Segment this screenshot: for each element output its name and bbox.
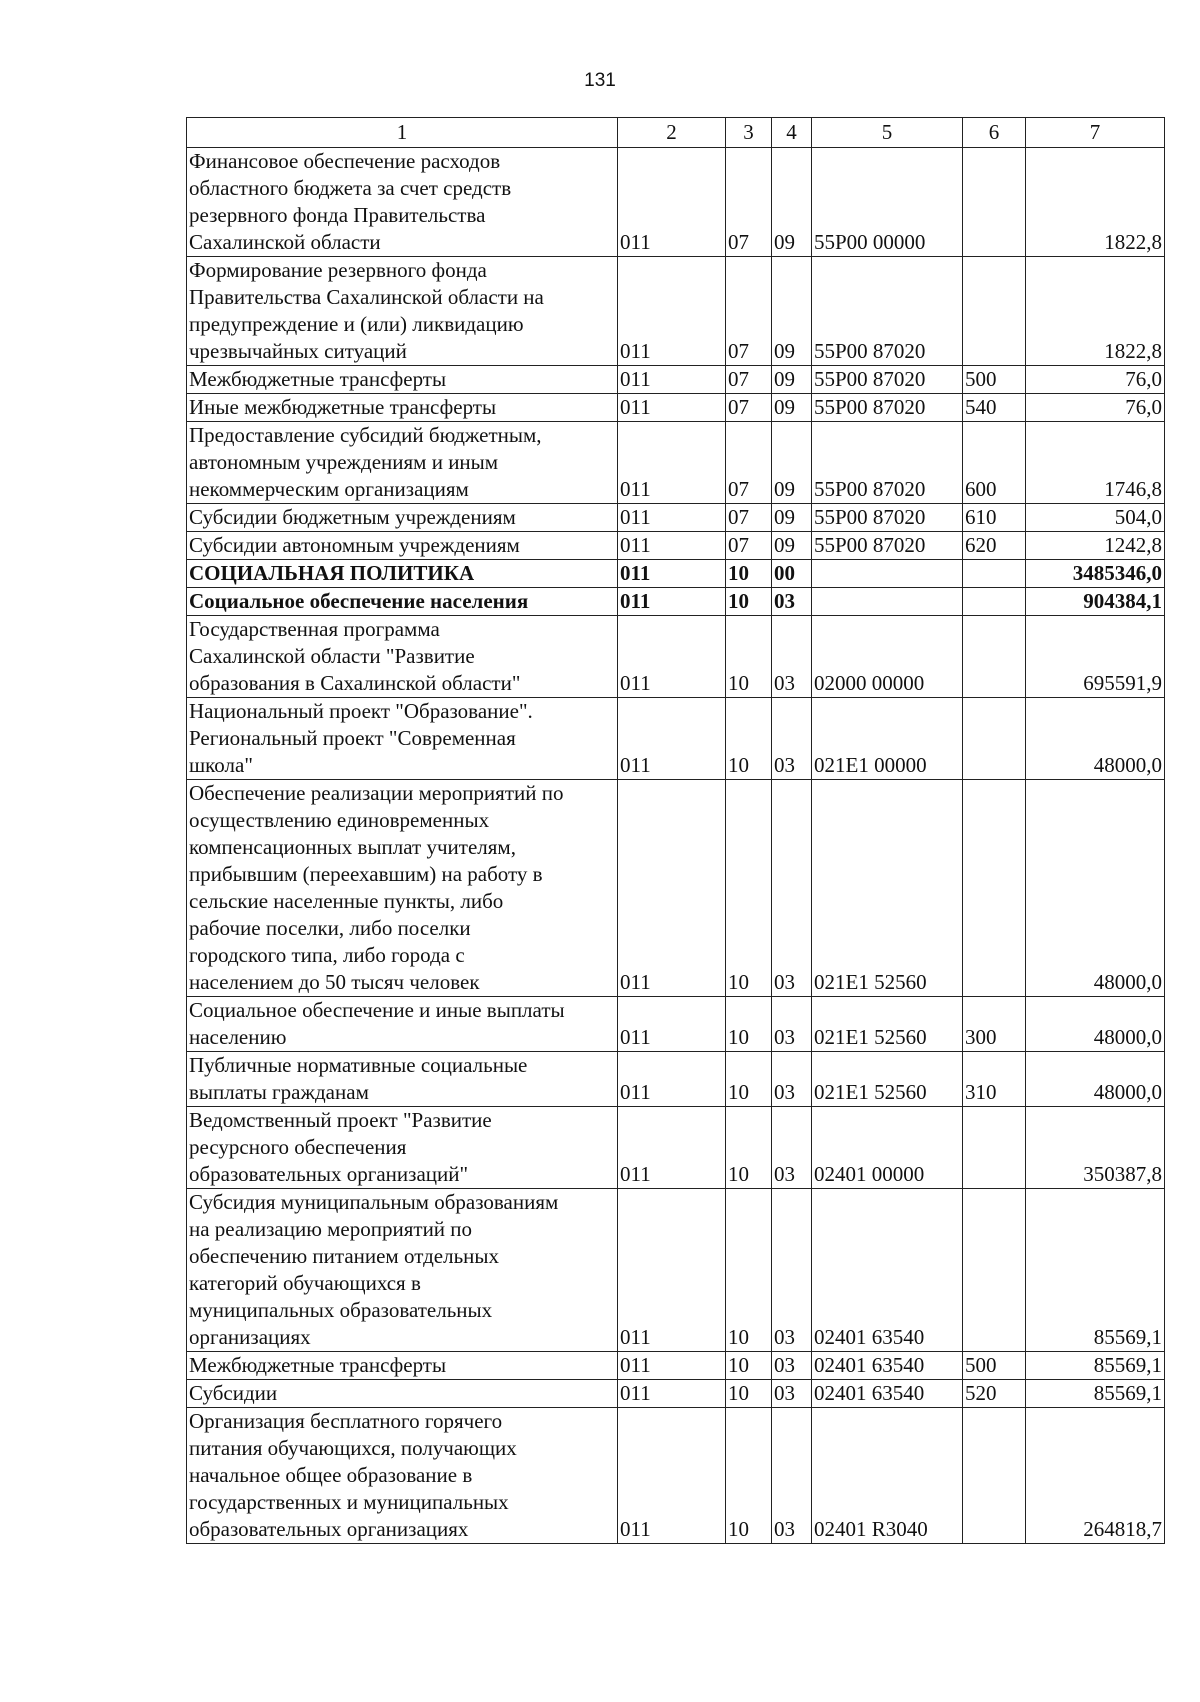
row-col-4-cell: 03	[772, 1189, 812, 1352]
row-col-2-cell: 011	[618, 616, 726, 698]
row-col-3-cell: 10	[726, 1408, 772, 1544]
row-name-cell: Социальное обеспечение и иные выплаты населению	[187, 997, 618, 1052]
row-col-4-cell: 03	[772, 997, 812, 1052]
table-row	[187, 588, 1165, 616]
row-col-6-cell	[963, 1107, 1026, 1189]
row-col-5-cell	[812, 588, 963, 616]
row-name-cell: Государственная программа Сахалинской области "Развитие образования в Сахалинской области"	[187, 616, 618, 698]
row-col-2-cell: 011	[618, 394, 726, 422]
row-col-3-cell: 10	[726, 698, 772, 780]
row-col-6-cell: 620	[963, 532, 1026, 560]
row-col-2-cell: 011	[618, 1408, 726, 1544]
row-name-cell: Межбюджетные трансферты	[187, 366, 618, 394]
row-col-4-cell: 03	[772, 1380, 812, 1408]
row-name-cell: Формирование резервного фонда Правительства Сахалинской области на предупреждение и (или) ликвидацию чрезвычайных ситуаций	[187, 257, 618, 366]
header-col-4: 4	[772, 118, 812, 148]
row-col-4-cell: 09	[772, 366, 812, 394]
row-col-2-cell: 011	[618, 1352, 726, 1380]
row-amount-cell: 48000,0	[1026, 780, 1165, 997]
table-row	[187, 148, 1165, 257]
table-row	[187, 394, 1165, 422]
row-name-cell: Иные межбюджетные трансферты	[187, 394, 618, 422]
row-col-5-cell: 55P00 87020	[812, 257, 963, 366]
table-row	[187, 1352, 1165, 1380]
table-row	[187, 257, 1165, 366]
row-col-3-cell: 07	[726, 148, 772, 257]
row-name-cell: Субсидии бюджетным учреждениям	[187, 504, 618, 532]
row-col-3-cell: 07	[726, 532, 772, 560]
table-row	[187, 698, 1165, 780]
row-amount-cell: 504,0	[1026, 504, 1165, 532]
row-col-3-cell: 10	[726, 616, 772, 698]
row-col-2-cell: 011	[618, 504, 726, 532]
row-col-2-cell: 011	[618, 422, 726, 504]
row-col-4-cell: 00	[772, 560, 812, 588]
row-col-5-cell: 55P00 87020	[812, 394, 963, 422]
row-col-3-cell: 07	[726, 422, 772, 504]
row-col-5-cell	[812, 560, 963, 588]
table-row	[187, 1189, 1165, 1352]
row-col-3-cell: 07	[726, 257, 772, 366]
row-amount-cell: 695591,9	[1026, 616, 1165, 698]
row-col-5-cell: 55P00 87020	[812, 532, 963, 560]
row-col-5-cell: 021E1 00000	[812, 698, 963, 780]
table-row	[187, 1052, 1165, 1107]
row-name-cell: Ведомственный проект "Развитие ресурсного обеспечения образовательных организаций"	[187, 1107, 618, 1189]
row-col-6-cell	[963, 780, 1026, 997]
row-col-4-cell: 09	[772, 394, 812, 422]
row-amount-cell: 1242,8	[1026, 532, 1165, 560]
row-col-5-cell: 55P00 87020	[812, 504, 963, 532]
row-col-6-cell: 310	[963, 1052, 1026, 1107]
row-col-4-cell: 09	[772, 532, 812, 560]
row-amount-cell: 48000,0	[1026, 997, 1165, 1052]
row-col-2-cell: 011	[618, 780, 726, 997]
row-name-cell: Субсидия муниципальным образованиям на реализацию мероприятий по обеспечению питанием отдельных категорий обучающихся в муниципальных образовательных организациях	[187, 1189, 618, 1352]
row-col-3-cell: 10	[726, 997, 772, 1052]
row-col-6-cell: 500	[963, 1352, 1026, 1380]
row-col-5-cell: 021E1 52560	[812, 997, 963, 1052]
table-row	[187, 532, 1165, 560]
row-col-4-cell: 03	[772, 698, 812, 780]
table-row	[187, 616, 1165, 698]
row-col-5-cell: 02000 00000	[812, 616, 963, 698]
table-row	[187, 504, 1165, 532]
table-row	[187, 1408, 1165, 1544]
row-amount-cell: 904384,1	[1026, 588, 1165, 616]
row-col-4-cell: 09	[772, 422, 812, 504]
row-col-5-cell: 55P00 87020	[812, 366, 963, 394]
row-col-6-cell	[963, 588, 1026, 616]
row-col-5-cell: 02401 63540	[812, 1380, 963, 1408]
row-amount-cell: 76,0	[1026, 394, 1165, 422]
row-col-5-cell: 02401 00000	[812, 1107, 963, 1189]
row-col-4-cell: 09	[772, 257, 812, 366]
row-name-cell: Обеспечение реализации мероприятий по осуществлению единовременных компенсационных выплат учителям, прибывшим (переехавшим) на работу в сельские населенные пункты, либо рабочие поселки, либо поселки городского типа, либо города с населением до 50 тысяч человек	[187, 780, 618, 997]
row-amount-cell: 3485346,0	[1026, 560, 1165, 588]
row-name-cell: Субсидии	[187, 1380, 618, 1408]
row-amount-cell: 76,0	[1026, 366, 1165, 394]
header-col-1: 1	[187, 118, 618, 148]
row-col-6-cell	[963, 1189, 1026, 1352]
row-amount-cell: 85569,1	[1026, 1189, 1165, 1352]
row-amount-cell: 85569,1	[1026, 1380, 1165, 1408]
row-col-4-cell: 03	[772, 588, 812, 616]
row-name-cell: Предоставление субсидий бюджетным, автономным учреждениям и иным некоммерческим организациям	[187, 422, 618, 504]
row-col-2-cell: 011	[618, 588, 726, 616]
row-col-2-cell: 011	[618, 997, 726, 1052]
table-row	[187, 422, 1165, 504]
row-col-4-cell: 03	[772, 1107, 812, 1189]
row-col-6-cell	[963, 560, 1026, 588]
row-col-3-cell: 10	[726, 1107, 772, 1189]
row-col-4-cell: 03	[772, 1352, 812, 1380]
row-col-3-cell: 10	[726, 1380, 772, 1408]
row-name-cell: Организация бесплатного горячего питания обучающихся, получающих начальное общее образование в государственных и муниципальных образовательных организациях	[187, 1408, 618, 1544]
row-col-5-cell: 02401 63540	[812, 1189, 963, 1352]
row-col-5-cell: 021E1 52560	[812, 1052, 963, 1107]
row-col-4-cell: 03	[772, 780, 812, 997]
row-col-3-cell: 10	[726, 1352, 772, 1380]
row-name-cell: Публичные нормативные социальные выплаты гражданам	[187, 1052, 618, 1107]
row-col-6-cell	[963, 616, 1026, 698]
budget-table	[186, 117, 1165, 1544]
row-col-5-cell: 02401 R3040	[812, 1408, 963, 1544]
row-col-4-cell: 03	[772, 1052, 812, 1107]
page-number: 131	[584, 70, 616, 91]
row-name-cell: Национальный проект "Образование". Региональный проект "Современная школа"	[187, 698, 618, 780]
row-col-4-cell: 03	[772, 1408, 812, 1544]
row-col-3-cell: 10	[726, 780, 772, 997]
table-row	[187, 560, 1165, 588]
row-col-2-cell: 011	[618, 698, 726, 780]
row-name-cell: Финансовое обеспечение расходов областного бюджета за счет средств резервного фонда Правительства Сахалинской области	[187, 148, 618, 257]
header-col-6: 6	[963, 118, 1026, 148]
row-amount-cell: 1822,8	[1026, 257, 1165, 366]
row-amount-cell: 48000,0	[1026, 698, 1165, 780]
row-col-2-cell: 011	[618, 148, 726, 257]
table-row	[187, 366, 1165, 394]
row-col-6-cell: 610	[963, 504, 1026, 532]
row-col-2-cell: 011	[618, 366, 726, 394]
header-col-3: 3	[726, 118, 772, 148]
row-col-6-cell	[963, 698, 1026, 780]
row-col-4-cell: 09	[772, 504, 812, 532]
row-col-3-cell: 10	[726, 1052, 772, 1107]
row-col-3-cell: 07	[726, 394, 772, 422]
header-col-2: 2	[618, 118, 726, 148]
row-col-2-cell: 011	[618, 532, 726, 560]
row-col-3-cell: 07	[726, 366, 772, 394]
row-col-5-cell: 55P00 87020	[812, 422, 963, 504]
row-name-cell: Межбюджетные трансферты	[187, 1352, 618, 1380]
row-amount-cell: 350387,8	[1026, 1107, 1165, 1189]
table-row	[187, 780, 1165, 997]
table-row	[187, 1107, 1165, 1189]
row-col-6-cell: 600	[963, 422, 1026, 504]
row-name-cell: Субсидии автономным учреждениям	[187, 532, 618, 560]
row-name-cell: СОЦИАЛЬНАЯ ПОЛИТИКА	[187, 560, 618, 588]
row-col-3-cell: 10	[726, 588, 772, 616]
row-col-6-cell	[963, 257, 1026, 366]
row-amount-cell: 48000,0	[1026, 1052, 1165, 1107]
row-col-4-cell: 03	[772, 616, 812, 698]
row-amount-cell: 264818,7	[1026, 1408, 1165, 1544]
row-amount-cell: 1822,8	[1026, 148, 1165, 257]
row-col-2-cell: 011	[618, 1052, 726, 1107]
row-amount-cell: 1746,8	[1026, 422, 1165, 504]
row-col-6-cell: 500	[963, 366, 1026, 394]
row-col-5-cell: 021E1 52560	[812, 780, 963, 997]
row-name-cell: Социальное обеспечение населения	[187, 588, 618, 616]
row-col-4-cell: 09	[772, 148, 812, 257]
table-row	[187, 1380, 1165, 1408]
row-col-6-cell: 300	[963, 997, 1026, 1052]
row-col-6-cell: 540	[963, 394, 1026, 422]
row-col-3-cell: 07	[726, 504, 772, 532]
row-col-5-cell: 02401 63540	[812, 1352, 963, 1380]
row-col-3-cell: 10	[726, 1189, 772, 1352]
header-col-5: 5	[812, 118, 963, 148]
row-col-6-cell: 520	[963, 1380, 1026, 1408]
row-amount-cell: 85569,1	[1026, 1352, 1165, 1380]
row-col-6-cell	[963, 148, 1026, 257]
row-col-2-cell: 011	[618, 257, 726, 366]
row-col-2-cell: 011	[618, 560, 726, 588]
row-col-2-cell: 011	[618, 1189, 726, 1352]
row-col-2-cell: 011	[618, 1380, 726, 1408]
row-col-3-cell: 10	[726, 560, 772, 588]
header-col-7: 7	[1026, 118, 1165, 148]
row-col-5-cell: 55P00 00000	[812, 148, 963, 257]
row-col-2-cell: 011	[618, 1107, 726, 1189]
row-col-6-cell	[963, 1408, 1026, 1544]
table-header-row	[187, 118, 1165, 148]
table-row	[187, 997, 1165, 1052]
